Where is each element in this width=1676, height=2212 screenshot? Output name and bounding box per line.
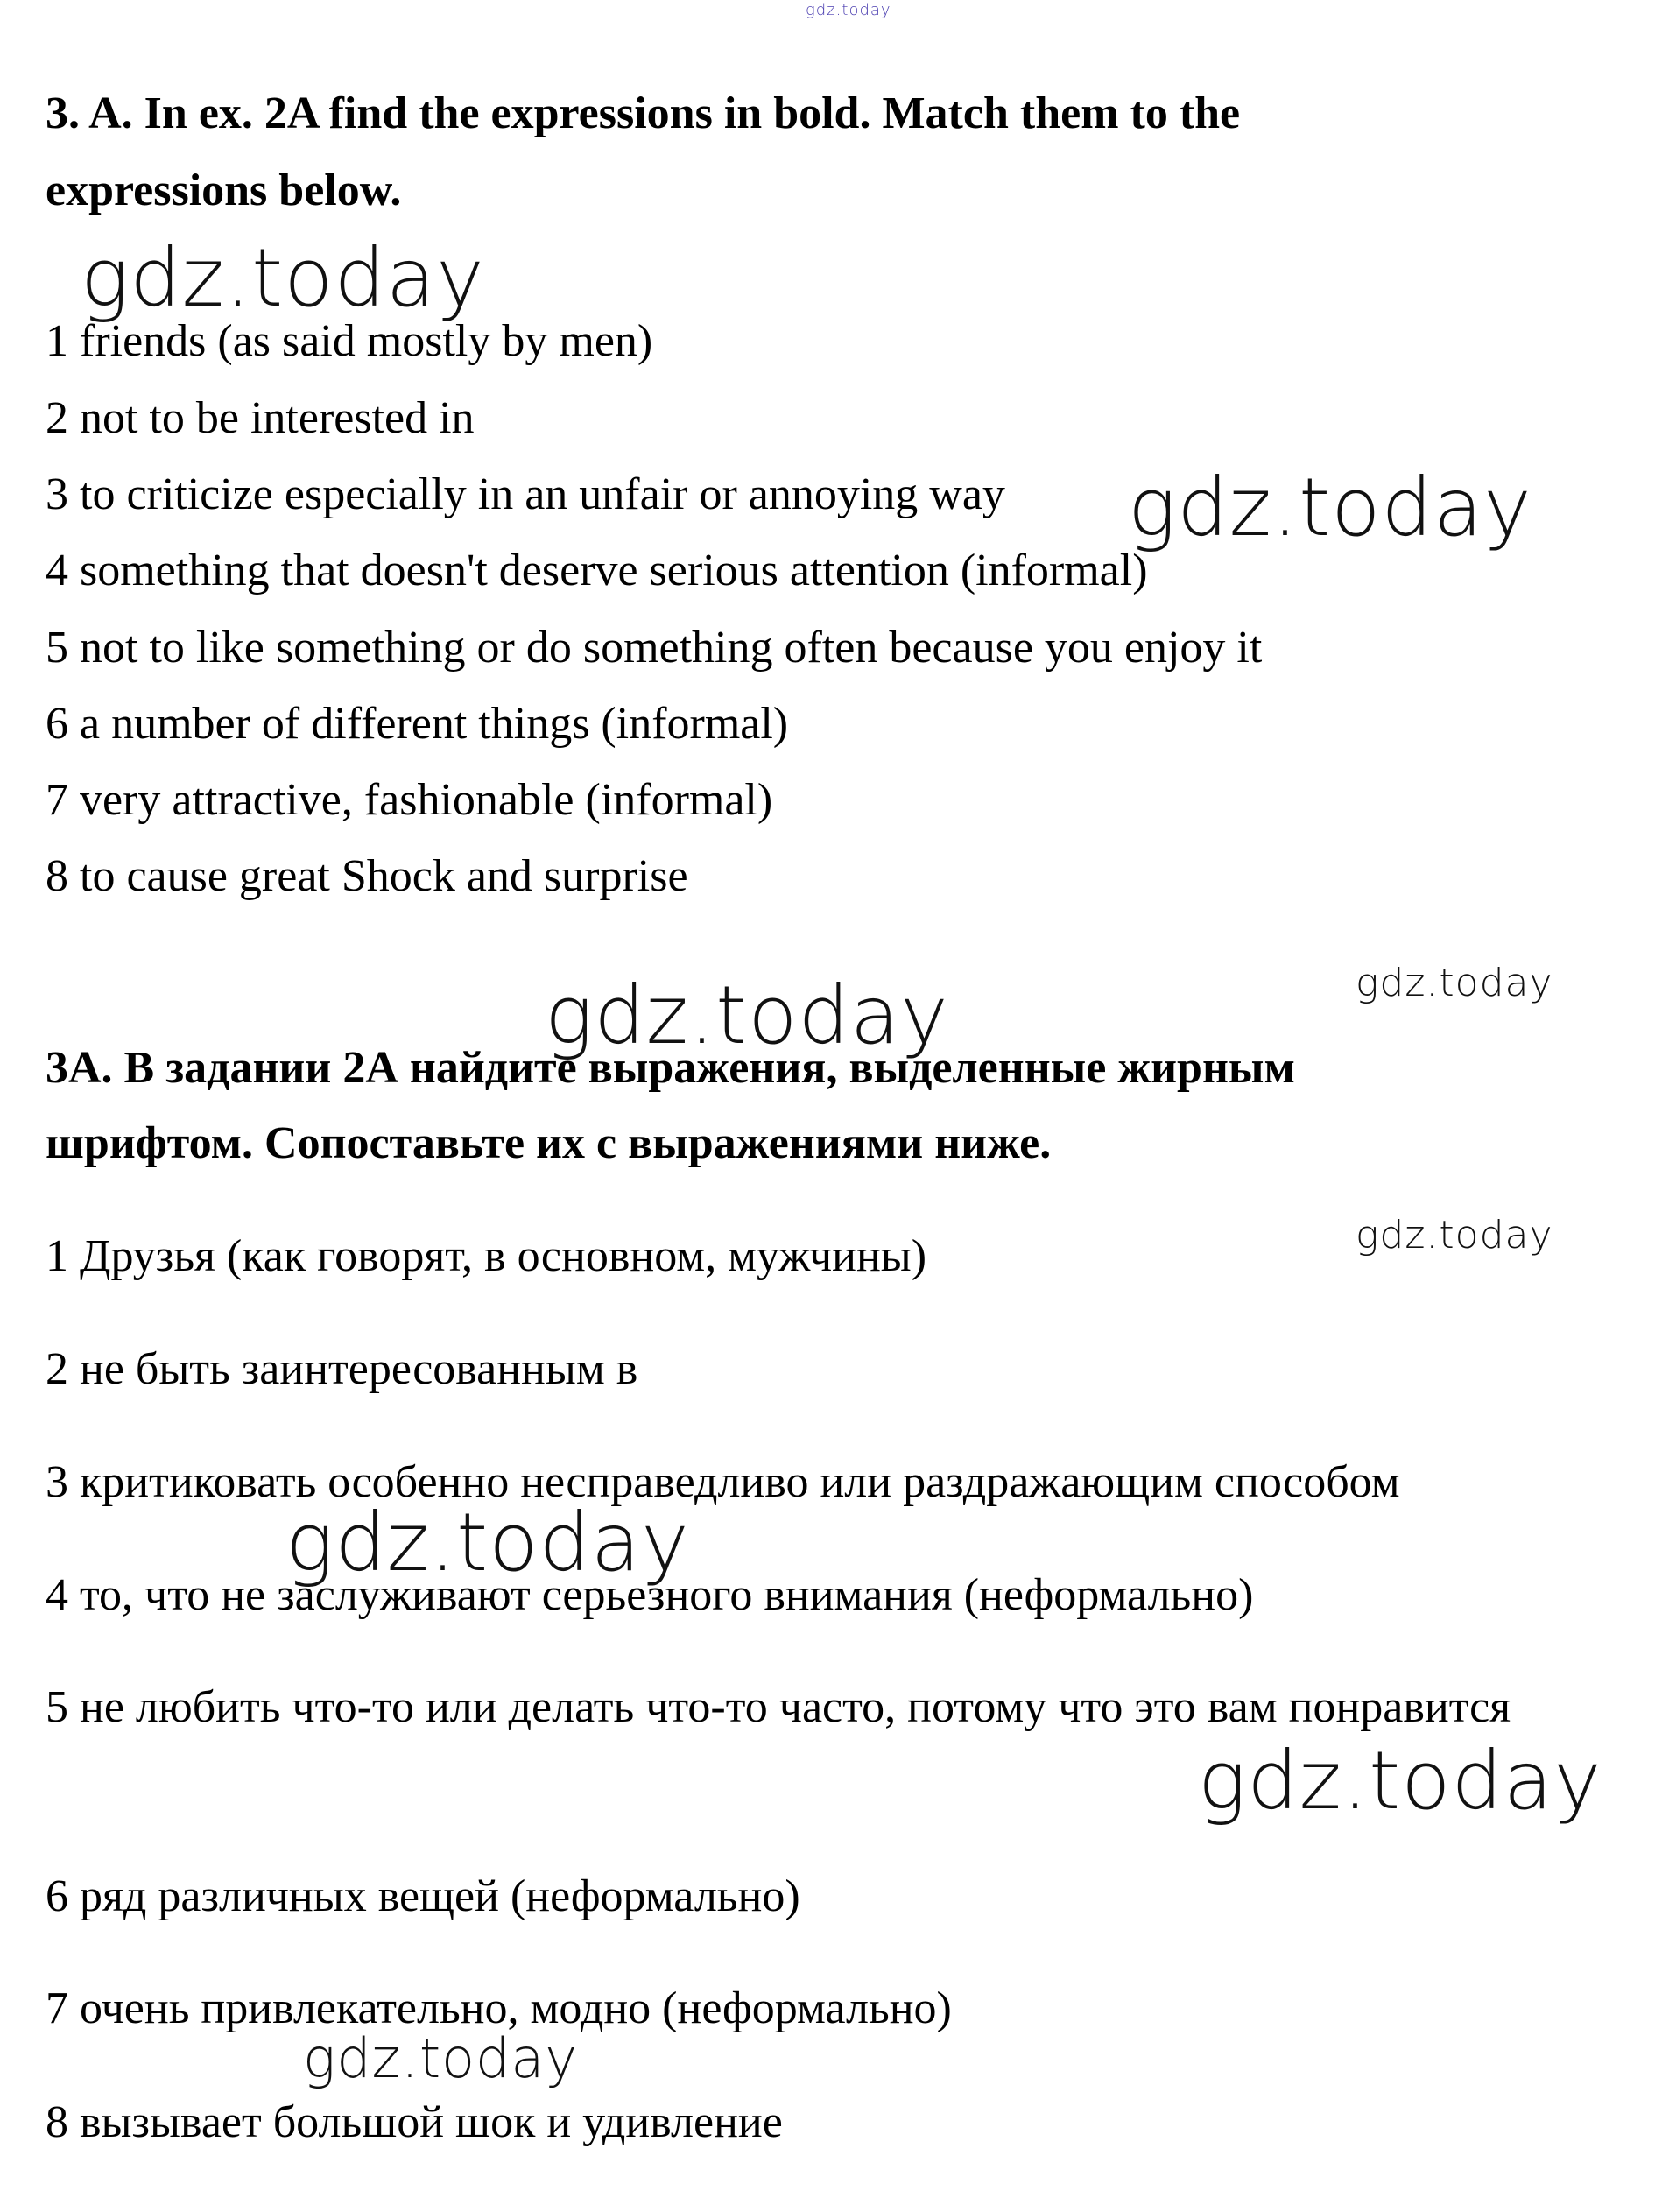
- english-item-4: 4 something that doesn't deserve serious attention (informal): [46, 546, 1148, 595]
- russian-heading-line2: шрифтом. Сопоставьте их с выражениями ниже.: [46, 1118, 1052, 1168]
- russian-item-2: 2 не быть заинтересованным в: [46, 1344, 638, 1394]
- russian-item-5: 5 не любить что-то или делать что-то часто, потому что это вам понравится: [46, 1682, 1511, 1732]
- russian-item-3: 3 критиковать особенно несправедливо или раздражающим способом: [46, 1457, 1400, 1507]
- english-item-8: 8 to cause great Shock and surprise: [46, 851, 688, 901]
- watermark-4: gdz.today: [545, 969, 949, 1062]
- english-item-3: 3 to criticize especially in an unfair or annoying way: [46, 469, 1005, 519]
- russian-item-6: 6 ряд различных вещей (неформально): [46, 1871, 800, 1921]
- watermark-3: gdz.today: [1356, 961, 1553, 1005]
- english-item-1: 1 friends (as said mostly by men): [46, 316, 653, 366]
- watermark-1: gdz.today: [81, 231, 485, 325]
- watermark-top: gdz.today: [806, 1, 891, 19]
- russian-item-1: 1 Друзья (как говорят, в основном, мужчины): [46, 1231, 927, 1281]
- russian-item-4: 4 то, что не заслуживают серьезного внимания (неформально): [46, 1570, 1254, 1620]
- russian-item-8: 8 вызывает большой шок и удивление: [46, 2097, 783, 2147]
- watermark-2: gdz.today: [1128, 461, 1532, 554]
- watermark-8: gdz.today: [303, 2026, 579, 2090]
- english-item-7: 7 very attractive, fashionable (informal): [46, 775, 773, 825]
- watermark-6: gdz.today: [285, 1496, 690, 1589]
- english-item-5: 5 not to like something or do something often because you enjoy it: [46, 623, 1263, 673]
- english-item-6: 6 a number of different things (informal): [46, 699, 789, 749]
- watermark-7: gdz.today: [1198, 1734, 1602, 1828]
- russian-heading-line1: 3А. В задании 2А найдите выражения, выделенные жирным: [46, 1043, 1295, 1093]
- english-heading-line2: expressions below.: [46, 166, 402, 215]
- russian-item-7: 7 очень привлекательно, модно (неформально): [46, 1983, 952, 2033]
- english-heading-line1: 3. A. In ex. 2A find the expressions in bold. Match them to the: [46, 88, 1241, 138]
- english-item-2: 2 not to be interested in: [46, 393, 475, 443]
- watermark-5: gdz.today: [1356, 1213, 1553, 1257]
